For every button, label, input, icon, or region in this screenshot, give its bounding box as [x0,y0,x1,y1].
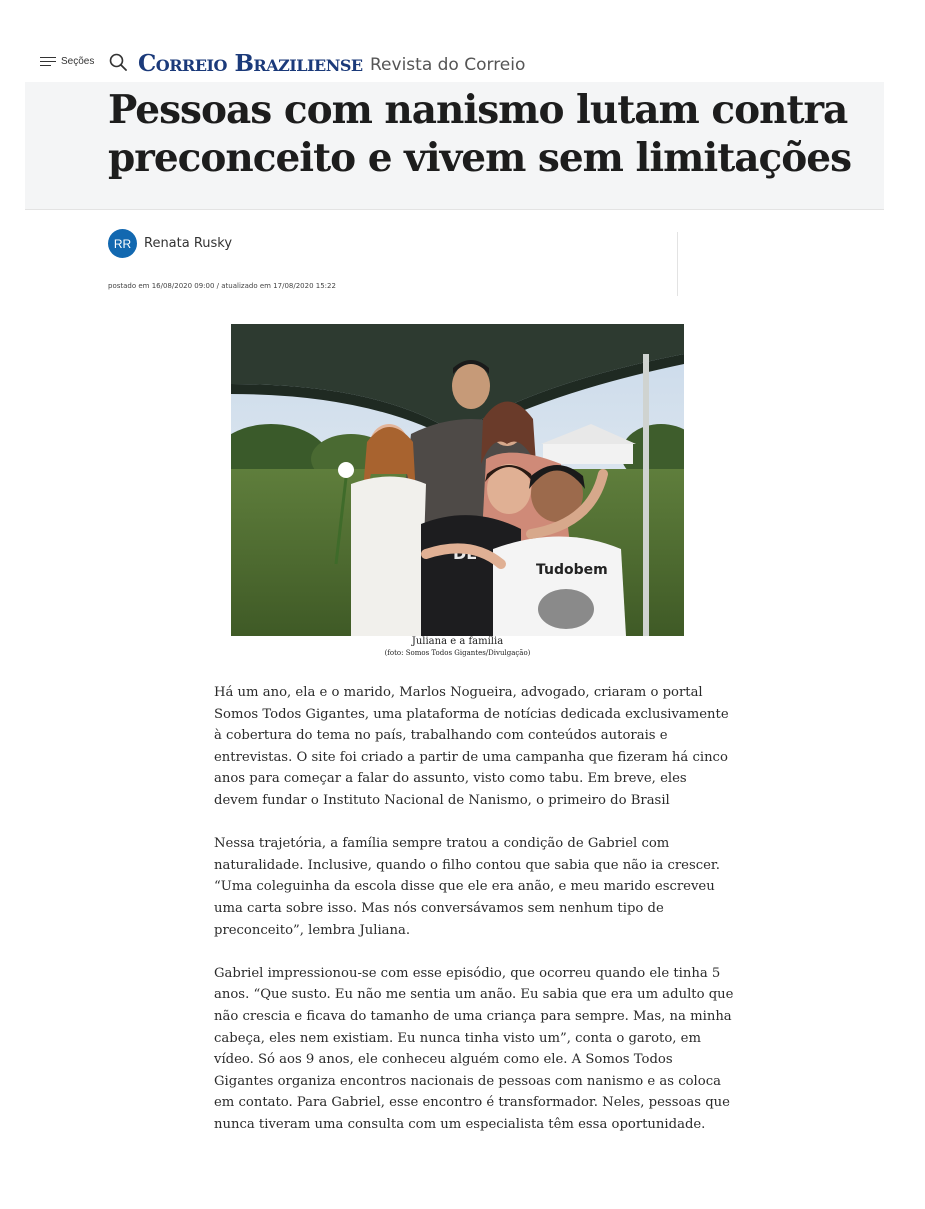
photo-caption [231,636,684,658]
author-name[interactable]: Renata Rusky [144,236,233,251]
sections-menu-button[interactable] [40,56,94,67]
article-paragraph: Nessa trajetória, a família sempre tratou a condição de Gabriel com naturalidade. Inclusive, quando o filho contou que sabia que não ia crescer. “Uma coleguinha da escola disse que ele era anão, e meu marido escreveu uma carta sobre isso. Mas nós conversávamos sem nenhum tipo de preconceito”, lembra Juliana. [214,836,720,938]
sections-menu-label: Seções [61,56,95,67]
author-avatar[interactable]: RR [108,229,137,258]
publish-dates: postado em 16/08/2020 09:00 / atualizado em 17/08/2020 15:22 [108,282,336,290]
search-icon[interactable] [109,53,127,71]
section-name[interactable]: Revista do Correio [370,55,526,75]
meta-divider [677,232,678,296]
article-body [214,682,734,1157]
svg-text:DE: DE [453,544,478,563]
article-photo [231,324,684,636]
headline-band [25,82,884,210]
article-paragraph: Gabriel impressionou-se com esse episódio, que ocorreu quando ele tinha 5 anos. “Que susto. Eu não me sentia um anão. Eu sabia que era um adulto que não crescia e ficava do tamanho de uma criança para sempre. Mas, na minha cabeça, eles nem existiam. Eu nunca tinha visto um”, conta o garoto, em vídeo. Só aos 9 anos, ele conheceu alguém como ele. A Somos Todos Gigantes organiza encontros nacionais de pessoas com nanismo e as coloca em contato. Para Gabriel, esse encontro é transformador. Neles, pessoas que nunca tiveram uma consulta com um especialista têm essa oportunidade. [214,965,734,1132]
hamburger-icon [40,57,56,67]
author-block [108,229,232,258]
svg-text:Tudobem: Tudobem [536,562,608,578]
photo-caption-title: Juliana e a família [411,636,504,647]
photo-credit: (foto: Somos Todos Gigantes/Divulgação) [384,649,531,657]
family-photo-illustration [231,324,684,636]
article-paragraph: Há um ano, ela e o marido, Marlos Nogueira, advogado, criaram o portal Somos Todos Gigantes, uma plataforma de notícias dedicada exclusivamente à cobertura do tema no país, trabalhando com conteúdos autorais e entrevistas. O site foi criado a partir de uma campanha que fizeram há cinco anos para começar a falar do assunto, visto como tabu. Em breve, eles devem fundar o Instituto Nacional de Nanismo, o primeiro do Brasil [214,685,729,808]
article-headline: Pessoas com nanismo lutam contra preconceito e vivem sem limitações [108,87,852,181]
correio-braziliense-logo[interactable]: Correio Braziliense [138,50,363,77]
site-header [0,44,925,82]
